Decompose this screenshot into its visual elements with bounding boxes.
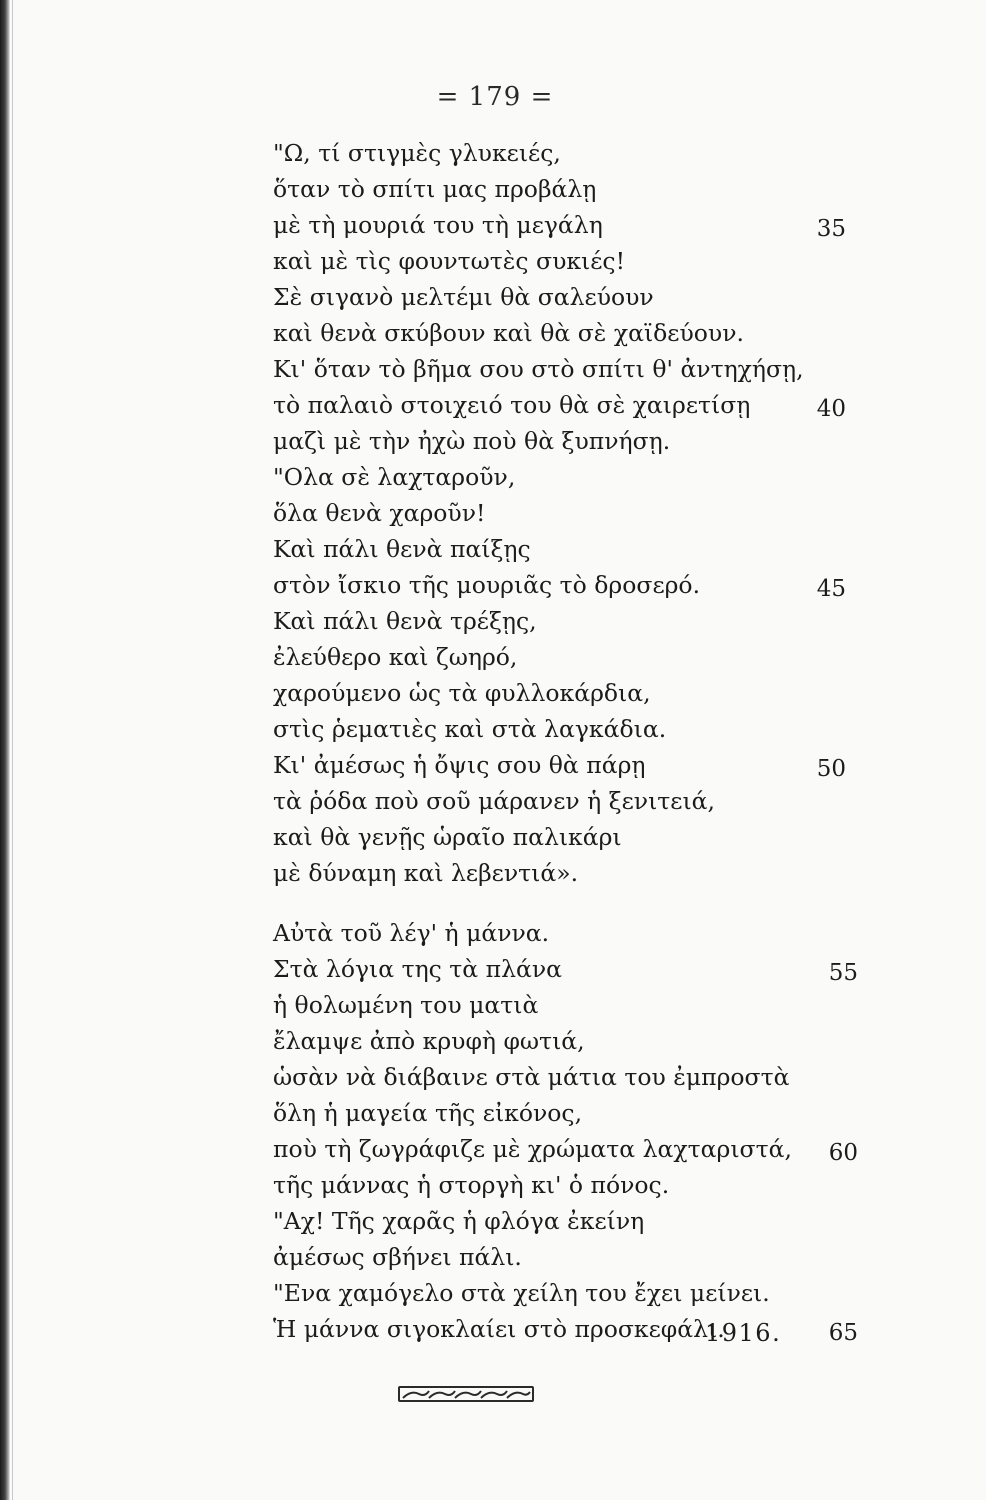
verse-line-number: 60 (828, 1140, 858, 1166)
poem-line: Σὲ σιγανὸ μελτέμι θὰ σαλεύουν (273, 283, 654, 311)
poem-line: Στὰ λόγια της τὰ πλάνα (273, 955, 563, 983)
poem-line: Καὶ πάλι θενὰ παίξῃς (273, 535, 531, 563)
poem-line: Καὶ πάλι θενὰ τρέξῃς, (273, 607, 537, 635)
poem-line: καὶ μὲ τὶς φουντωτὲς συκιές! (273, 247, 626, 275)
poem-line: στὸν ἴσκιο τῆς μουριᾶς τὸ δροσερό. (273, 571, 701, 599)
poem-line: ποὺ τὴ ζωγράφιζε μὲ χρώματα λαχταριστά, (273, 1135, 792, 1163)
poem-line: Ἡ μάννα σιγοκλαίει στὸ προσκεφάλι. (273, 1315, 725, 1343)
verse-line-number: 65 (828, 1320, 858, 1346)
poem-line: τὸ παλαιὸ στοιχειό του θὰ σὲ χαιρετίσῃ (273, 391, 751, 419)
book-spine-shadow (0, 0, 10, 1500)
poem-line: ἔλαμψε ἀπὸ κρυφὴ φωτιά, (273, 1027, 585, 1055)
poem-line: μὲ δύναμη καὶ λεβεντιά». (273, 859, 579, 887)
decorative-ornament-icon (397, 1383, 537, 1405)
poem-line: Αὐτὰ τοῦ λέγ' ἡ μάννα. (273, 919, 550, 947)
verse-line-number: 40 (816, 396, 846, 422)
poem-line: μὲ τὴ μουριά του τὴ μεγάλη (273, 211, 603, 239)
poem-line: ἀμέσως σβήνει πάλι. (273, 1243, 522, 1271)
poem-line: Κι' ὅταν τὸ βῆμα σου στὸ σπίτι θ' ἀντηχήσῃ, (273, 355, 804, 383)
poem-line: "Αχ! Τῆς χαρᾶς ἡ φλόγα ἐκείνη (273, 1207, 645, 1235)
poem-line: ὅλα θενὰ χαροῦν! (273, 499, 486, 527)
poem-line: Κι' ἀμέσως ἡ ὄψις σου θὰ πάρῃ (273, 751, 646, 779)
poem-date: 1916. (705, 1319, 782, 1347)
poem-line: τὰ ῥόδα ποὺ σοῦ μάρανεν ἡ ξενιτειά, (273, 787, 716, 815)
poem-line: καὶ θενὰ σκύβουν καὶ θὰ σὲ χαϊδεύουν. (273, 319, 744, 347)
poem-line: ἡ θολωμένη του ματιὰ (273, 991, 539, 1019)
poem-line: στὶς ῥεματιὲς καὶ στὰ λαγκάδια. (273, 715, 667, 743)
verse-line-number: 55 (828, 960, 858, 986)
poem-line: "Ολα σὲ λαχταροῦν, (273, 463, 516, 491)
poem-line: "Ω, τί στιγμὲς γλυκειές, (273, 139, 561, 167)
poem-line: χαρούμενο ὡς τὰ φυλλοκάρδια, (273, 679, 651, 707)
poem-line: ἐλεύθερο καὶ ζωηρό, (273, 643, 518, 671)
poem-line: τῆς μάννας ἡ στοργὴ κι' ὁ πόνος. (273, 1171, 670, 1199)
poem-line: "Ενα χαμόγελο στὰ χείλη του ἔχει μείνει. (273, 1279, 770, 1307)
gutter-line (12, 0, 13, 1500)
verse-line-number: 45 (816, 576, 846, 602)
page-number: = 179 = (436, 82, 554, 112)
poem-line: μαζὶ μὲ τὴν ἠχὼ ποὺ θὰ ξυπνήσῃ. (273, 427, 671, 455)
poem-line: καὶ θὰ γενῇς ὡραῖο παλικάρι (273, 823, 622, 851)
verse-line-number: 35 (816, 216, 846, 242)
verse-line-number: 50 (816, 756, 846, 782)
poem-line: ὅλη ἡ μαγεία τῆς εἰκόνος, (273, 1099, 583, 1127)
poem-line: ὡσὰν νὰ διάβαινε στὰ μάτια του ἐμπροστὰ (273, 1063, 790, 1091)
poem-line: ὅταν τὸ σπίτι μας προβάλῃ (273, 175, 597, 203)
